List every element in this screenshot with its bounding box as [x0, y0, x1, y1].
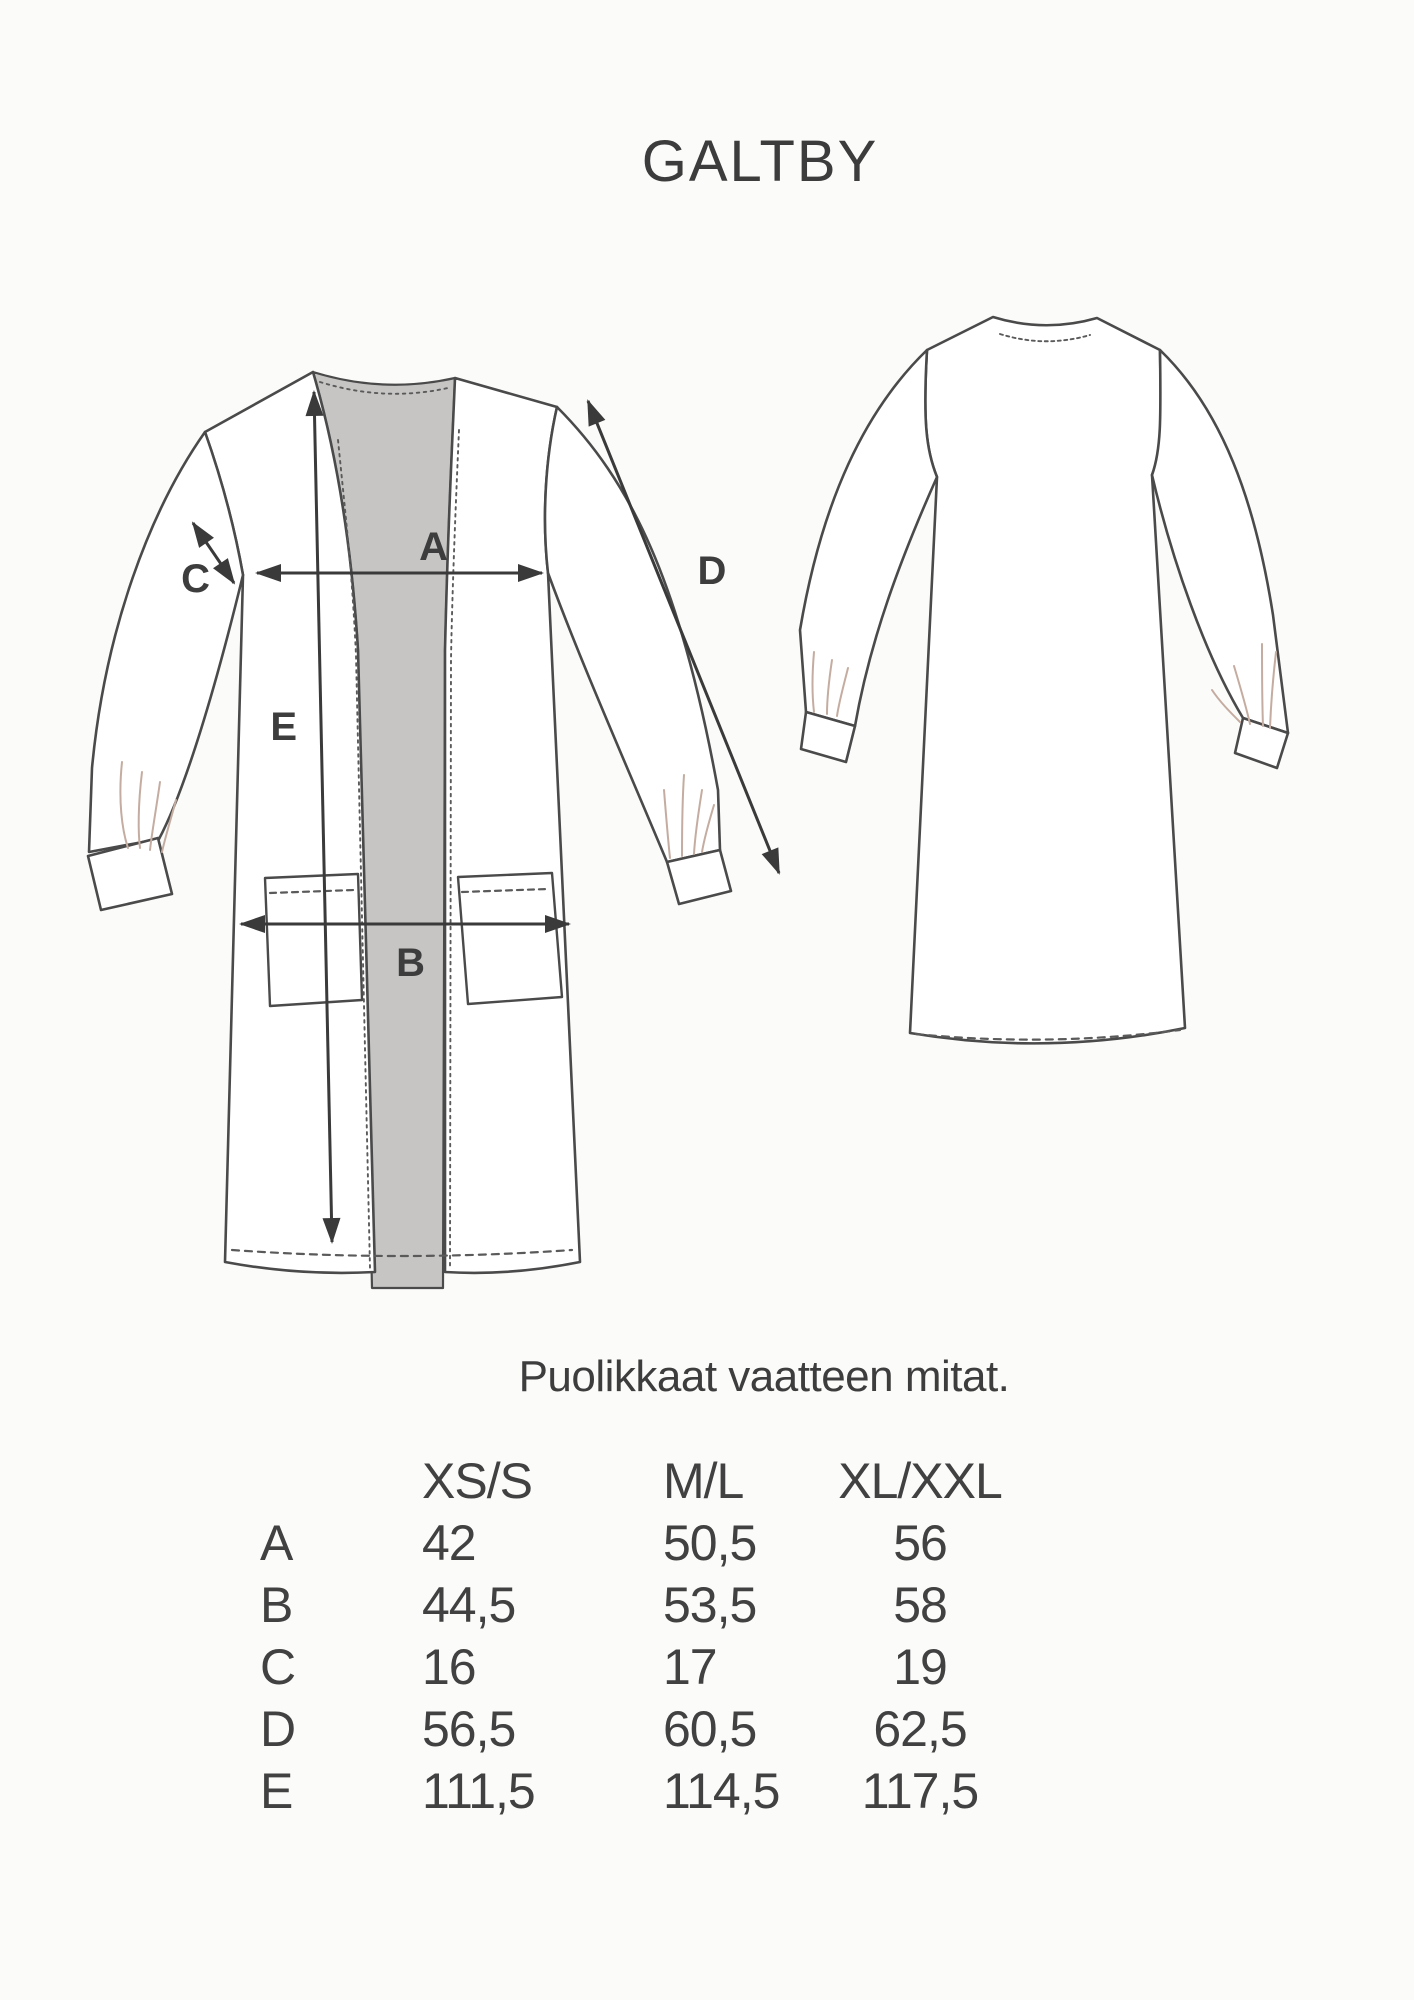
size-header-xl-xxl: XL/XXL [838, 1453, 1002, 1509]
label-a: A [419, 525, 448, 569]
table-title: Puolikkaat vaatteen mitat. [518, 1352, 1010, 1401]
page-title: GALTBY [641, 129, 879, 194]
measurement-value: 58 [893, 1577, 947, 1633]
back-body [910, 317, 1185, 1043]
measurement-value: 56 [893, 1515, 947, 1571]
row-label: E [260, 1763, 293, 1819]
measurement-value: 53,5 [663, 1577, 757, 1633]
row-label: D [260, 1701, 296, 1757]
label-b: B [396, 941, 425, 985]
measurement-value: 44,5 [422, 1577, 516, 1633]
measurement-value: 56,5 [422, 1701, 516, 1757]
table-corner-cell [260, 1450, 422, 1512]
front-left-pocket [265, 874, 362, 1006]
measurement-value: 117,5 [861, 1763, 979, 1819]
label-e: E [270, 705, 297, 749]
back-right-sleeve [1152, 350, 1288, 733]
front-left-sleeve [89, 432, 243, 852]
measurement-value: 114,5 [663, 1763, 780, 1819]
measurement-value: 50,5 [663, 1515, 757, 1571]
back-view [800, 317, 1288, 1043]
measurement-table [260, 1450, 1020, 1822]
label-c: C [181, 557, 210, 601]
label-d: D [697, 549, 727, 593]
front-right-sleeve [545, 407, 720, 862]
front-view [88, 372, 731, 1288]
measurement-value: 17 [663, 1639, 717, 1695]
row-label: C [260, 1639, 296, 1695]
row-label: B [260, 1577, 293, 1633]
measurement-value: 60,5 [663, 1701, 757, 1757]
measurement-value: 16 [422, 1639, 476, 1695]
measurement-value: 42 [422, 1515, 476, 1571]
size-header-m-l: M/L [663, 1453, 744, 1509]
measurement-value: 62,5 [873, 1701, 967, 1757]
measurement-value: 19 [893, 1639, 947, 1695]
row-label: A [260, 1515, 293, 1571]
measurement-value: 111,5 [422, 1763, 535, 1819]
back-left-sleeve [800, 350, 937, 726]
size-header-xs-s: XS/S [422, 1453, 532, 1509]
